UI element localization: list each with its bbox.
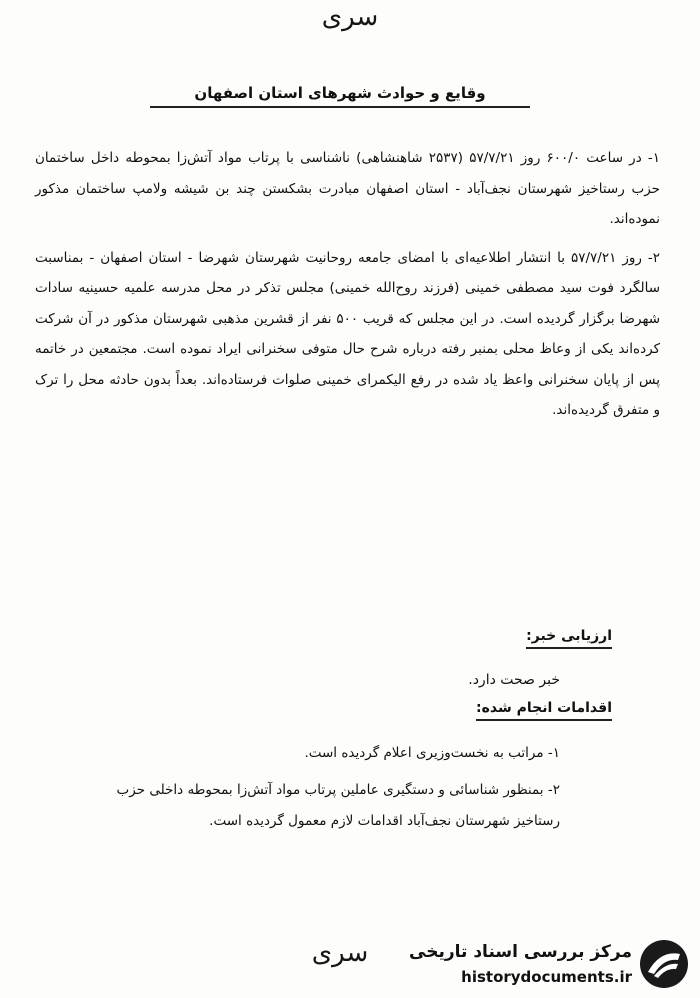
classification-header: سری: [321, 2, 379, 32]
watermark-name: مرکز بررسی اسناد تاریخی: [409, 942, 632, 962]
paragraph-1: ۱- در ساعت ۶۰۰/۰ روز ۵۷/۷/۲۱ (۲۵۳۷ شاهنشاهی) ناشناسی با پرتاب مواد آتش‌زا بمحوطه داخل ساختمان حزب رستاخیز شهرستان نجف‌آباد - استان اصفهان مبادرت بشکستن چند بن شیشه ولامپ ساختمان مذکور نموده‌اند.: [35, 150, 661, 227]
archive-logo-icon: [638, 938, 690, 990]
classification-footer: سری: [311, 938, 369, 968]
evaluation-heading: ارزیابی خبر:: [526, 628, 612, 649]
document-title: وقایع و حوادث شهرهای استان اصفهان: [150, 84, 530, 108]
paragraph-2: ۲- روز ۵۷/۷/۲۱ با انتشار اطلاعیه‌ای با امضای جامعه روحانیت شهرستان شهرضا - استان اصفهان - بمناسبت سالگرد فوت سید مصطفی خمینی (فرزند روح‌الله خمینی) مجلس تذکر در محل مدرسه علمیه حسینیه سادات شهرضا برگزار گردیده است. در این مجلس که قریب ۵۰۰ نفر از قشرین مذهبی شهرستان مذکور در آن شرکت کرده‌اند یکی از وعاظ محلی بمنبر رفته درباره شرح حال متوفی سخنرانی ایراد نموده است. مجتمعین در خاتمه پس از پایان سخنرانی واعظ یاد شده در رفع الیکمرای خمینی صلوات فرستاده‌اند. بعداً بدون حادثه محل را ترک و متفرق گردیده‌اند.: [35, 249, 661, 418]
report-body: [35, 143, 660, 430]
actions-heading: اقدامات انجام شده:: [476, 700, 612, 721]
action-item-2: ۲- بمنظور شناسائی و دستگیری عاملین پرتاب مواد آتش‌زا بمحوطه داخلی حزب رستاخیز شهرستان نجف‌آباد اقدامات لازم معمول گردیده است.: [116, 782, 560, 829]
archive-watermark: [409, 934, 694, 998]
actions-list: [80, 738, 560, 843]
watermark-url: historydocuments.ir: [461, 968, 632, 986]
action-item-1: ۱- مراتب به نخست‌وزیری اعلام گردیده است.: [304, 745, 560, 761]
evaluation-text: خبر صحت دارد.: [468, 672, 560, 688]
